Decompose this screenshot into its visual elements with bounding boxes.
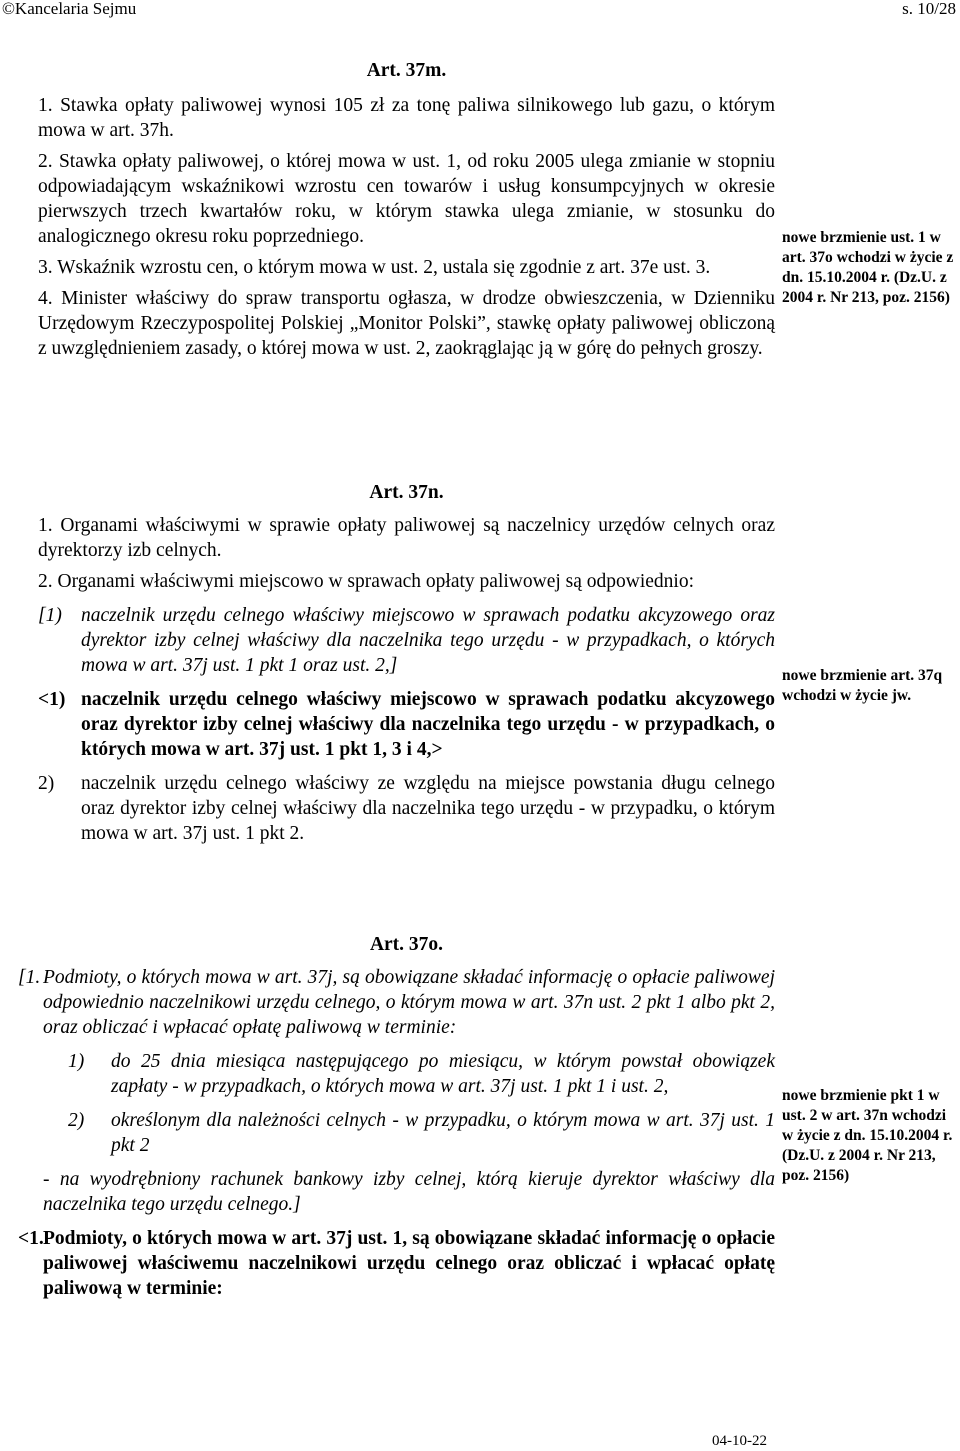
list-item-text: naczelnik urzędu celnego właściwy ze względu na miejsce powstania długu celnego oraz dyrektor izby celnej właściwy dla naczelnika tego urzędu - w przypadku, o którym mowa w art. 37j ust. 1 pkt 2. [81,773,775,844]
paragraph-2: 2. Stawka opłaty paliwowej, o której mowa w ust. 1, od roku 2005 ulega zmianie w stopniu odpowiadającym wskaźnikowi wzrostu cen towarów i usług konsumpcyjnych w okresie pierwszych trzech kwartałów roku, w którym stawka ulega zmianie, w stosunku do analogicznego okresu roku poprzedniego. [38,151,775,247]
list-item-text: do 25 dnia miesiąca następującego po miesiącu, w którym powstał obowiązek zapłaty - w przypadkach, o których mowa w art. 37j ust. 1 pkt 1 i ust. 2, [111,1051,775,1097]
list-item-2 [38,1108,775,1158]
list-item-1 [38,1049,775,1099]
margin-note-3: nowe brzmienie pkt 1 w ust. 2 w art. 37n wchodzi w życie z dn. 15.10.2004 r. (Dz.U. z 2004 r. Nr 213, poz. 2156) [782,1087,953,1184]
list-item-number: [1) [38,605,62,626]
paragraph-number: <1. [18,1228,44,1249]
list-item-1-new [38,687,775,762]
article-37o [18,932,775,1301]
paragraph-1-old [18,965,775,1040]
paragraph-tail: - na wyodrębniony rachunek bankowy izby celnej, którą kieruje dyrektor właściwy dla naczelnika tego urzędu celnego.] [43,1169,775,1215]
paragraph-2: 2. Organami właściwymi miejscowo w sprawach opłaty paliwowej są odpowiednio: [38,571,695,592]
list-item-number: <1) [38,689,66,710]
paragraph-1-new [18,1226,775,1301]
footer-date: 04-10-22 [712,1433,767,1449]
margin-note-1: nowe brzmienie ust. 1 w art. 37o wchodzi w życie z dn. 15.10.2004 r. (Dz.U. z 2004 r. Nr 213, poz. 2156) [782,229,954,306]
paragraph-1: 1. Stawka opłaty paliwowej wynosi 105 zł za tonę paliwa silnikowego lub gazu, o którym mowa w art. 37h. [38,95,775,141]
article-37n [38,480,775,846]
header-page-number: s. 10/28 [902,0,956,18]
article-title: Art. 37n. [369,482,444,503]
paragraph-4: 4. Minister właściwy do spraw transportu ogłasza, w drodze obwieszczenia, w Dzienniku Urzędowym Rzeczypospolitej Polskiej „Monitor Polski”, stawkę opłaty paliwowej obliczoną z uwzględnieniem zasady, o której mowa w ust. 2, zaokrąglając ją w górę do pełnych groszy. [38,288,775,359]
list-item-1-old [38,603,775,678]
list-item-text: określonym dla należności celnych - w przypadku, o którym mowa w art. 37j ust. 1 pkt 2 [111,1110,775,1156]
article-title: Art. 37m. [366,60,447,81]
list-item-text: naczelnik urzędu celnego właściwy miejscowo w sprawach podatku akcyzowego oraz dyrektor izby celnej właściwy dla naczelnika tego urzędu - w przypadkach, o których mowa w art. 37j ust. 1 pkt 1, 3 i 4,> [81,689,775,760]
list-item-2 [38,771,775,846]
list-item-number: 1) [68,1051,85,1072]
list-item-text: naczelnik urzędu celnego właściwy miejscowo w sprawach podatku akcyzowego oraz dyrektor izby celnej właściwy dla naczelnika tego urzędu - w przypadkach, o których mowa w art. 37j ust. 1 pkt 1 oraz ust. 2,] [81,605,775,676]
paragraph-1: 1. Organami właściwymi w sprawie opłaty paliwowej są naczelnicy urzędów celnych oraz dyrektorzy izb celnych. [38,515,775,561]
margin-note-2: nowe brzmienie art. 37q wchodzi w życie jw. [782,667,943,704]
header-copyright: ©Kancelaria Sejmu [2,0,137,18]
article-title: Art. 37o. [369,934,444,955]
paragraph-number: [1. [18,967,41,988]
article-37m [38,58,775,361]
paragraph-text: Podmioty, o których mowa w art. 37j ust. 1, są obowiązane składać informację o opłacie paliwowej właściwemu naczelnikowi urzędu celnego oraz obliczać i wpłacać opłatę paliwową w terminie: [43,1228,775,1299]
list-item-number: 2) [38,773,55,794]
paragraph-3: 3. Wskaźnik wzrostu cen, o którym mowa w ust. 2, ustala się zgodnie z art. 37e ust. 3. [38,257,711,278]
list-item-number: 2) [68,1110,85,1131]
paragraph-text: Podmioty, o których mowa w art. 37j, są obowiązane składać informację o opłacie paliwowej odpowiednio naczelnikowi urzędu celnego, o którym mowa w art. 37n ust. 2 pkt 1 albo pkt 2, oraz obliczać i wpłacać opłatę paliwową w terminie: [43,967,775,1038]
